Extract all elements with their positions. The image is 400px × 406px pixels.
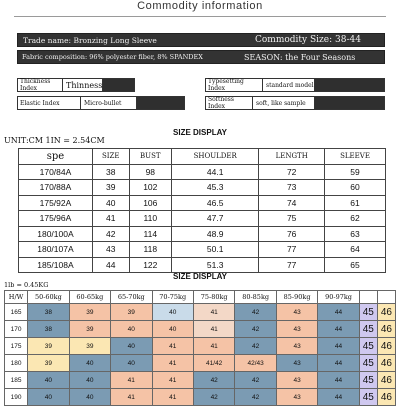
index-fill — [314, 97, 384, 109]
column-header: 85-90kg — [276, 291, 317, 304]
elastic-index — [17, 96, 185, 110]
table-cell: 40 — [111, 321, 152, 338]
table-cell: 73 — [259, 180, 325, 196]
table-cell: 45 — [359, 372, 377, 389]
table-cell: 42 — [193, 372, 234, 389]
height-cell: 175 — [5, 338, 28, 355]
fabric-composition: Fabric composition: 96% polyester fiber, 8% SPANDEX — [22, 53, 203, 61]
index-value: soft, like sample — [252, 97, 314, 109]
table-cell: 185/108A — [19, 257, 93, 273]
table-cell: 40 — [111, 338, 152, 355]
table-cell: 44 — [318, 321, 359, 338]
table-cell: 46.5 — [172, 195, 259, 211]
table-cell: 50.1 — [172, 242, 259, 258]
table-cell: 45 — [359, 321, 377, 338]
table-cell: 46 — [377, 304, 395, 321]
table-cell: 60 — [325, 180, 386, 196]
table-cell: 48.9 — [172, 226, 259, 242]
unit-note: UNIT:CM 1IN = 2.54CM — [4, 136, 105, 145]
weight-table — [4, 290, 396, 406]
table-cell: 40 — [152, 304, 193, 321]
table-cell: 39 — [28, 338, 69, 355]
index-fill — [314, 79, 384, 91]
table-cell: 46 — [377, 338, 395, 355]
table-cell: 41 — [193, 338, 234, 355]
table-cell: 42/43 — [235, 355, 276, 372]
column-header: LENGTH — [259, 149, 325, 165]
table-cell: 44 — [318, 304, 359, 321]
table-cell: 180/107A — [19, 242, 93, 258]
table-row — [5, 355, 396, 372]
table-cell: 76 — [259, 226, 325, 242]
table-cell: 42 — [235, 338, 276, 355]
table-cell: 40 — [69, 372, 110, 389]
table-cell: 46 — [377, 389, 395, 406]
table-cell: 41 — [152, 338, 193, 355]
table-cell: 44 — [318, 389, 359, 406]
table-cell: 42 — [235, 304, 276, 321]
table-cell: 41 — [152, 355, 193, 372]
column-header: SIZE — [92, 149, 129, 165]
index-fill — [102, 79, 134, 91]
thickness-index — [17, 78, 135, 92]
table-cell: 45 — [359, 304, 377, 321]
column-header: spe — [19, 149, 93, 165]
table-cell: 44 — [92, 257, 129, 273]
index-value: standard model — [262, 79, 314, 91]
table-cell: 41 — [111, 372, 152, 389]
table-cell: 51.3 — [172, 257, 259, 273]
column-header — [359, 291, 377, 304]
table-cell: 77 — [259, 257, 325, 273]
table-cell: 43 — [276, 304, 317, 321]
table-cell: 43 — [276, 321, 317, 338]
table-cell: 46 — [377, 355, 395, 372]
table-cell: 44 — [318, 372, 359, 389]
table-cell: 110 — [129, 211, 172, 227]
column-header: 65-70kg — [111, 291, 152, 304]
table-cell: 40 — [92, 195, 129, 211]
table-cell: 39 — [69, 321, 110, 338]
season: SEASON: the Four Seasons — [244, 52, 356, 62]
table-cell: 39 — [69, 338, 110, 355]
table-cell: 77 — [259, 242, 325, 258]
table-cell: 39 — [28, 355, 69, 372]
column-header: 50-60kg — [28, 291, 69, 304]
table-cell: 59 — [325, 164, 386, 180]
table-cell: 47.7 — [172, 211, 259, 227]
table-cell: 41 — [111, 389, 152, 406]
index-label: Typesetting Index — [206, 79, 262, 91]
size-table-header — [19, 149, 386, 165]
table-row — [19, 180, 386, 196]
table-cell: 44.1 — [172, 164, 259, 180]
table-cell: 43 — [276, 372, 317, 389]
trade-name: Trade name: Bronzing Long Sleeve — [23, 35, 157, 45]
column-header: BUST — [129, 149, 172, 165]
table-cell: 175/96A — [19, 211, 93, 227]
height-cell: 185 — [5, 372, 28, 389]
table-cell: 63 — [325, 226, 386, 242]
corner-header: H/W — [5, 291, 28, 304]
table-cell: 45 — [359, 338, 377, 355]
fabric-bar — [17, 50, 385, 64]
commodity-size: Commodity Size: 38-44 — [255, 35, 361, 45]
table-cell: 40 — [28, 389, 69, 406]
table-cell: 40 — [69, 389, 110, 406]
table-cell: 39 — [69, 304, 110, 321]
size-table — [18, 148, 386, 273]
table-cell: 45 — [359, 389, 377, 406]
table-row — [5, 372, 396, 389]
column-header: SHOULDER — [172, 149, 259, 165]
index-value: Thinness — [62, 79, 102, 91]
table-cell: 106 — [129, 195, 172, 211]
table-row — [19, 242, 386, 258]
table-cell: 45.3 — [172, 180, 259, 196]
column-header: 70-75kg — [152, 291, 193, 304]
height-cell: 190 — [5, 389, 28, 406]
table-cell: 41 — [193, 304, 234, 321]
column-header: 80-85kg — [235, 291, 276, 304]
size-display-title-2: SIZE DISPLAY — [173, 272, 227, 281]
table-cell: 39 — [92, 180, 129, 196]
trade-name-bar — [17, 33, 385, 47]
table-cell: 118 — [129, 242, 172, 258]
height-cell: 180 — [5, 355, 28, 372]
table-cell: 43 — [92, 242, 129, 258]
index-label: Elastic Index — [18, 97, 80, 109]
size-display-title: SIZE DISPLAY — [173, 128, 227, 137]
table-cell: 43 — [276, 355, 317, 372]
table-cell: 170/88A — [19, 180, 93, 196]
table-cell: 170/84A — [19, 164, 93, 180]
index-label: Softness Index — [206, 97, 252, 109]
table-cell: 44 — [318, 355, 359, 372]
table-cell: 62 — [325, 211, 386, 227]
table-cell: 180/100A — [19, 226, 93, 242]
column-header: 90-97kg — [318, 291, 359, 304]
weight-table-header — [5, 291, 396, 304]
table-cell: 44 — [318, 338, 359, 355]
table-cell: 45 — [359, 355, 377, 372]
table-cell: 43 — [276, 338, 317, 355]
height-cell: 165 — [5, 304, 28, 321]
table-cell: 41 — [193, 321, 234, 338]
table-cell: 42 — [235, 372, 276, 389]
table-row — [5, 389, 396, 406]
table-cell: 98 — [129, 164, 172, 180]
softness-index — [205, 96, 385, 110]
table-cell: 122 — [129, 257, 172, 273]
table-cell: 75 — [259, 211, 325, 227]
table-cell: 64 — [325, 242, 386, 258]
table-row — [19, 195, 386, 211]
table-cell: 42 — [193, 389, 234, 406]
table-cell: 40 — [28, 372, 69, 389]
table-cell: 38 — [28, 321, 69, 338]
index-fill — [136, 97, 184, 109]
title-divider — [14, 16, 386, 17]
table-cell: 43 — [276, 389, 317, 406]
table-cell: 40 — [152, 321, 193, 338]
table-cell: 41 — [152, 389, 193, 406]
index-label: Thickness Index — [18, 79, 62, 91]
column-header — [377, 291, 395, 304]
column-header: SLEEVE — [325, 149, 386, 165]
table-cell: 40 — [111, 355, 152, 372]
weight-note: 1lb = 0.45KG — [4, 281, 49, 289]
height-cell: 170 — [5, 321, 28, 338]
table-cell: 38 — [28, 304, 69, 321]
table-cell: 46 — [377, 372, 395, 389]
table-row — [5, 338, 396, 355]
table-cell: 114 — [129, 226, 172, 242]
table-cell: 42 — [235, 321, 276, 338]
table-cell: 42 — [235, 389, 276, 406]
table-cell: 72 — [259, 164, 325, 180]
typesetting-index — [205, 78, 385, 92]
table-cell: 41 — [92, 211, 129, 227]
table-cell: 42 — [92, 226, 129, 242]
table-cell: 41/42 — [193, 355, 234, 372]
table-cell: 39 — [111, 304, 152, 321]
table-row — [19, 211, 386, 227]
table-cell: 41 — [152, 372, 193, 389]
table-cell: 40 — [69, 355, 110, 372]
table-cell: 46 — [377, 321, 395, 338]
table-row — [5, 321, 396, 338]
table-cell: 61 — [325, 195, 386, 211]
column-header: 75-80kg — [193, 291, 234, 304]
index-value: Micro-bullet — [80, 97, 136, 109]
table-cell: 38 — [92, 164, 129, 180]
table-row — [19, 164, 386, 180]
table-row — [19, 257, 386, 273]
column-header: 60-65kg — [69, 291, 110, 304]
table-row — [19, 226, 386, 242]
table-cell: 65 — [325, 257, 386, 273]
table-cell: 74 — [259, 195, 325, 211]
table-row — [5, 304, 396, 321]
table-cell: 175/92A — [19, 195, 93, 211]
page-title: Commodity information — [137, 0, 263, 12]
table-cell: 102 — [129, 180, 172, 196]
